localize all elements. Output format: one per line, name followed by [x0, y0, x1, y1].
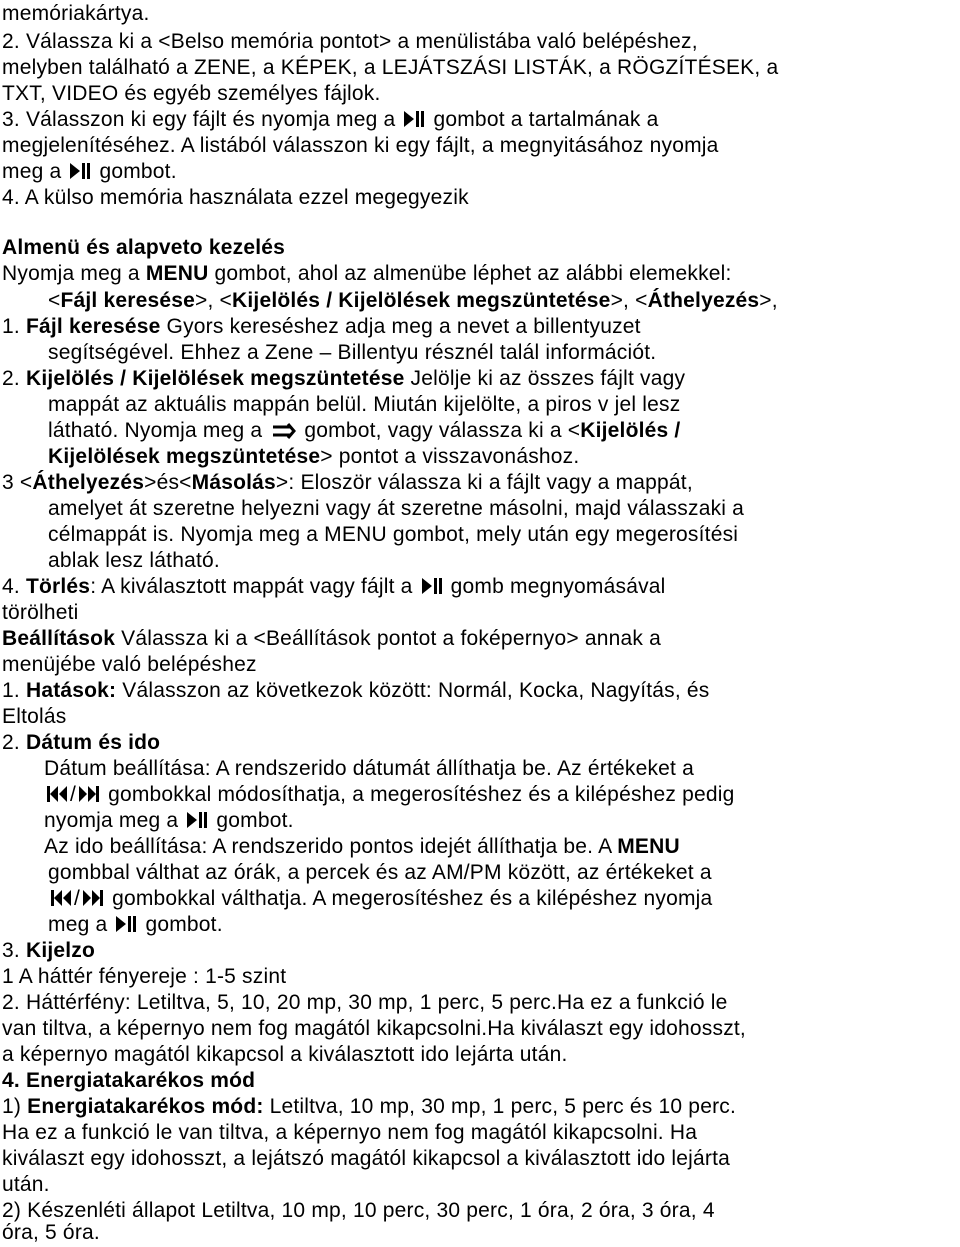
text-segment: Letiltva, 10 mp, 30 mp, 1 perc, 5 perc és 10 perc.: [263, 1095, 736, 1118]
text-segment: : A kiválasztott mappát vagy fájlt a: [90, 575, 413, 598]
text-segment: Válassza ki a <Beállítások pontot a foképernyo> annak a: [115, 627, 661, 650]
text-segment: > pontot a visszavonáshoz.: [320, 445, 580, 468]
text-segment: gombokkal válthatja. A megerosítéshez és a kilépéshez nyomja: [112, 887, 713, 910]
text-segment: gombot a tartalmának a: [433, 108, 659, 131]
text-segment: Jelölje ki az összes fájlt vagy: [404, 367, 686, 390]
text-line: 2. Háttérfény: Letiltva, 5, 10, 20 mp, 30 mp, 1 perc, 5 perc.Ha ez a funkció le: [2, 991, 728, 1014]
text-line: menüjébe való belépéshez: [2, 653, 257, 676]
item-title: Dátum és ido: [25, 731, 161, 754]
text-line: amelyet át szeretne helyezni vagy át szeretne másolni, majd válasszaki a: [48, 497, 745, 520]
text-segment: Gyors kereséshez adja meg a nevet a billentyuzet: [160, 315, 641, 338]
text-segment: >: Eloször válassza ki a fájlt vagy a mappát,: [275, 471, 693, 494]
back-arrow-icon: [270, 423, 296, 439]
text-line: Dátum beállítása: A rendszerido dátumát állíthatja be. Az értékeket a: [44, 757, 695, 780]
text-line: melyben található a ZENE, a KÉPEK, a LEJÁTSZÁSI LISTÁK, a RÖGZÍTÉSEK, a: [2, 56, 779, 79]
menu-option-label: Áthelyezés: [647, 289, 760, 312]
text-line: [2, 471, 693, 495]
text-line: mappát az aktuális mappán belül. Miután kijelölte, a piros v jel lesz: [48, 393, 681, 416]
text-line: [2, 939, 95, 963]
text-line: Ha ez a funkció le van tiltva, a képernyo nem fog magától kikapcsolni. Ha: [2, 1121, 698, 1144]
text-line: [2, 160, 177, 184]
item-title: Hatások:: [25, 679, 117, 702]
text-segment: meg a: [2, 160, 62, 183]
section-heading: Almenü és alapveto kezelés: [2, 236, 285, 259]
text-segment: 3.: [2, 939, 26, 962]
text-line: [48, 419, 680, 443]
text-segment: >, <: [195, 289, 233, 312]
play-pause-icon: [69, 162, 91, 180]
menu-option-label: Másolás: [191, 471, 276, 494]
text-line: [48, 289, 778, 313]
item-title: Energiatakarékos mód:: [27, 1095, 264, 1118]
text-line: [2, 731, 160, 755]
text-segment: nyomja meg a: [44, 809, 179, 832]
item-title: Kijelölés / Kijelölések megszüntetése: [25, 367, 405, 390]
text-segment: <: [48, 289, 61, 312]
menu-key-label: MENU: [617, 835, 680, 858]
text-segment: 3. Válasszon ki egy fájlt és nyomja meg a: [2, 108, 396, 131]
text-segment: 1.: [2, 679, 26, 702]
text-line: [2, 262, 732, 286]
text-segment: meg a: [48, 913, 108, 936]
section-heading: 4. Energiatakarékos mód: [2, 1069, 256, 1092]
text-line: [2, 1095, 736, 1119]
text-line: gombbal válthat az órák, a percek és az AM/PM között, az értékeket a: [48, 861, 712, 884]
play-pause-icon: [403, 110, 425, 128]
section-heading: Beállítások: [2, 627, 116, 650]
text-line: [2, 627, 661, 651]
menu-option-label: Fájl keresése: [60, 289, 196, 312]
text-line: 1 A háttér fényereje : 1-5 szint: [2, 965, 287, 988]
text-line: Eltolás: [2, 705, 67, 728]
next-track-icon: [82, 889, 104, 907]
play-pause-icon: [115, 915, 137, 933]
text-segment: gombot, vagy válassza ki a <: [304, 419, 581, 442]
menu-option-label: Áthelyezés: [32, 471, 145, 494]
text-line: 2) Készenléti állapot Letiltva, 10 mp, 10 perc, 30 perc, 1 óra, 2 óra, 3 óra, 4: [2, 1199, 715, 1222]
menu-option-label: Kijelölés /: [580, 419, 681, 442]
text-line: [48, 887, 712, 911]
text-line: a képernyo magától kikapcsol a kiválasztott ido lejárta után.: [2, 1043, 568, 1066]
text-line: törölheti: [2, 601, 79, 624]
text-line: ablak lesz látható.: [48, 549, 220, 572]
text-segment: Az ido beállítása: A rendszerido pontos idejét állíthatja be. A: [44, 835, 618, 858]
text-line: [44, 783, 735, 807]
text-line: megjelenítéséhez. A listából válasszon ki egy fájlt, a megnyitásához nyomja: [2, 134, 719, 157]
text-segment: gombot.: [99, 160, 177, 183]
previous-track-icon: [50, 889, 72, 907]
text-segment: 2.: [2, 731, 26, 754]
text-line: van tiltva, a képernyo nem fog magától kikapcsolni.Ha kiválaszt egy idohosszt,: [2, 1017, 746, 1040]
text-line: [2, 367, 685, 391]
menu-option-label: Kijelölések megszüntetése: [48, 445, 321, 468]
text-line: memóriakártya.: [2, 2, 150, 25]
text-line: kiválaszt egy idohosszt, a lejátszó magától kikapcsol a kiválasztott ido lejárta: [2, 1147, 731, 1170]
text-segment: /: [70, 783, 77, 806]
item-title: Törlés: [25, 575, 91, 598]
menu-key-label: MENU: [145, 262, 209, 285]
previous-track-icon: [46, 785, 68, 803]
text-line: után.: [2, 1173, 50, 1196]
text-segment: >, <: [610, 289, 648, 312]
text-line: [48, 913, 223, 937]
text-segment: 2.: [2, 367, 26, 390]
text-segment: 1.: [2, 315, 26, 338]
text-segment: gomb megnyomásával: [450, 575, 666, 598]
text-segment: Nyomja meg a: [2, 262, 146, 285]
item-title: Fájl keresése: [25, 315, 161, 338]
text-line: 4. A külso memória használata ezzel megegyezik: [2, 186, 469, 209]
text-line: célmappát is. Nyomja meg a MENU gombot, mely után egy megerosítési: [48, 523, 739, 546]
text-segment: 3 <: [2, 471, 33, 494]
text-segment: gombot.: [145, 913, 223, 936]
menu-option-label: Kijelölés / Kijelölések megszüntetése: [232, 289, 611, 312]
text-line: óra, 5 óra.: [2, 1221, 100, 1244]
text-segment: 4.: [2, 575, 26, 598]
text-line: 2. Válassza ki a <Belso memória pontot> a menülistába való belépéshez,: [2, 30, 698, 53]
text-line: [2, 108, 659, 132]
text-line: [44, 809, 294, 833]
text-segment: 1): [2, 1095, 28, 1118]
text-line: [44, 835, 680, 859]
text-segment: >,: [759, 289, 778, 312]
play-pause-icon: [186, 811, 208, 829]
text-segment: Válasszon az következok között: Normál, Kocka, Nagyítás, és: [116, 679, 710, 702]
text-line: [2, 315, 641, 339]
text-segment: gombokkal módosíthatja, a megerosítéshez és a kilépéshez pedig: [108, 783, 735, 806]
text-segment: >és<: [144, 471, 192, 494]
text-line: segítségével. Ehhez a Zene – Billentyu résznél talál információt.: [48, 341, 657, 364]
item-title: Kijelzo: [25, 939, 96, 962]
text-line: TXT, VIDEO és egyéb személyes fájlok.: [2, 82, 381, 105]
text-line: [48, 445, 579, 469]
text-line: [2, 679, 710, 703]
text-segment: látható. Nyomja meg a: [48, 419, 263, 442]
text-segment: gombot.: [216, 809, 294, 832]
text-segment: /: [74, 887, 81, 910]
text-segment: gombot, ahol az almenübe léphet az alábbi elemekkel:: [208, 262, 732, 285]
play-pause-icon: [421, 577, 443, 595]
text-line: [2, 575, 666, 599]
next-track-icon: [78, 785, 100, 803]
